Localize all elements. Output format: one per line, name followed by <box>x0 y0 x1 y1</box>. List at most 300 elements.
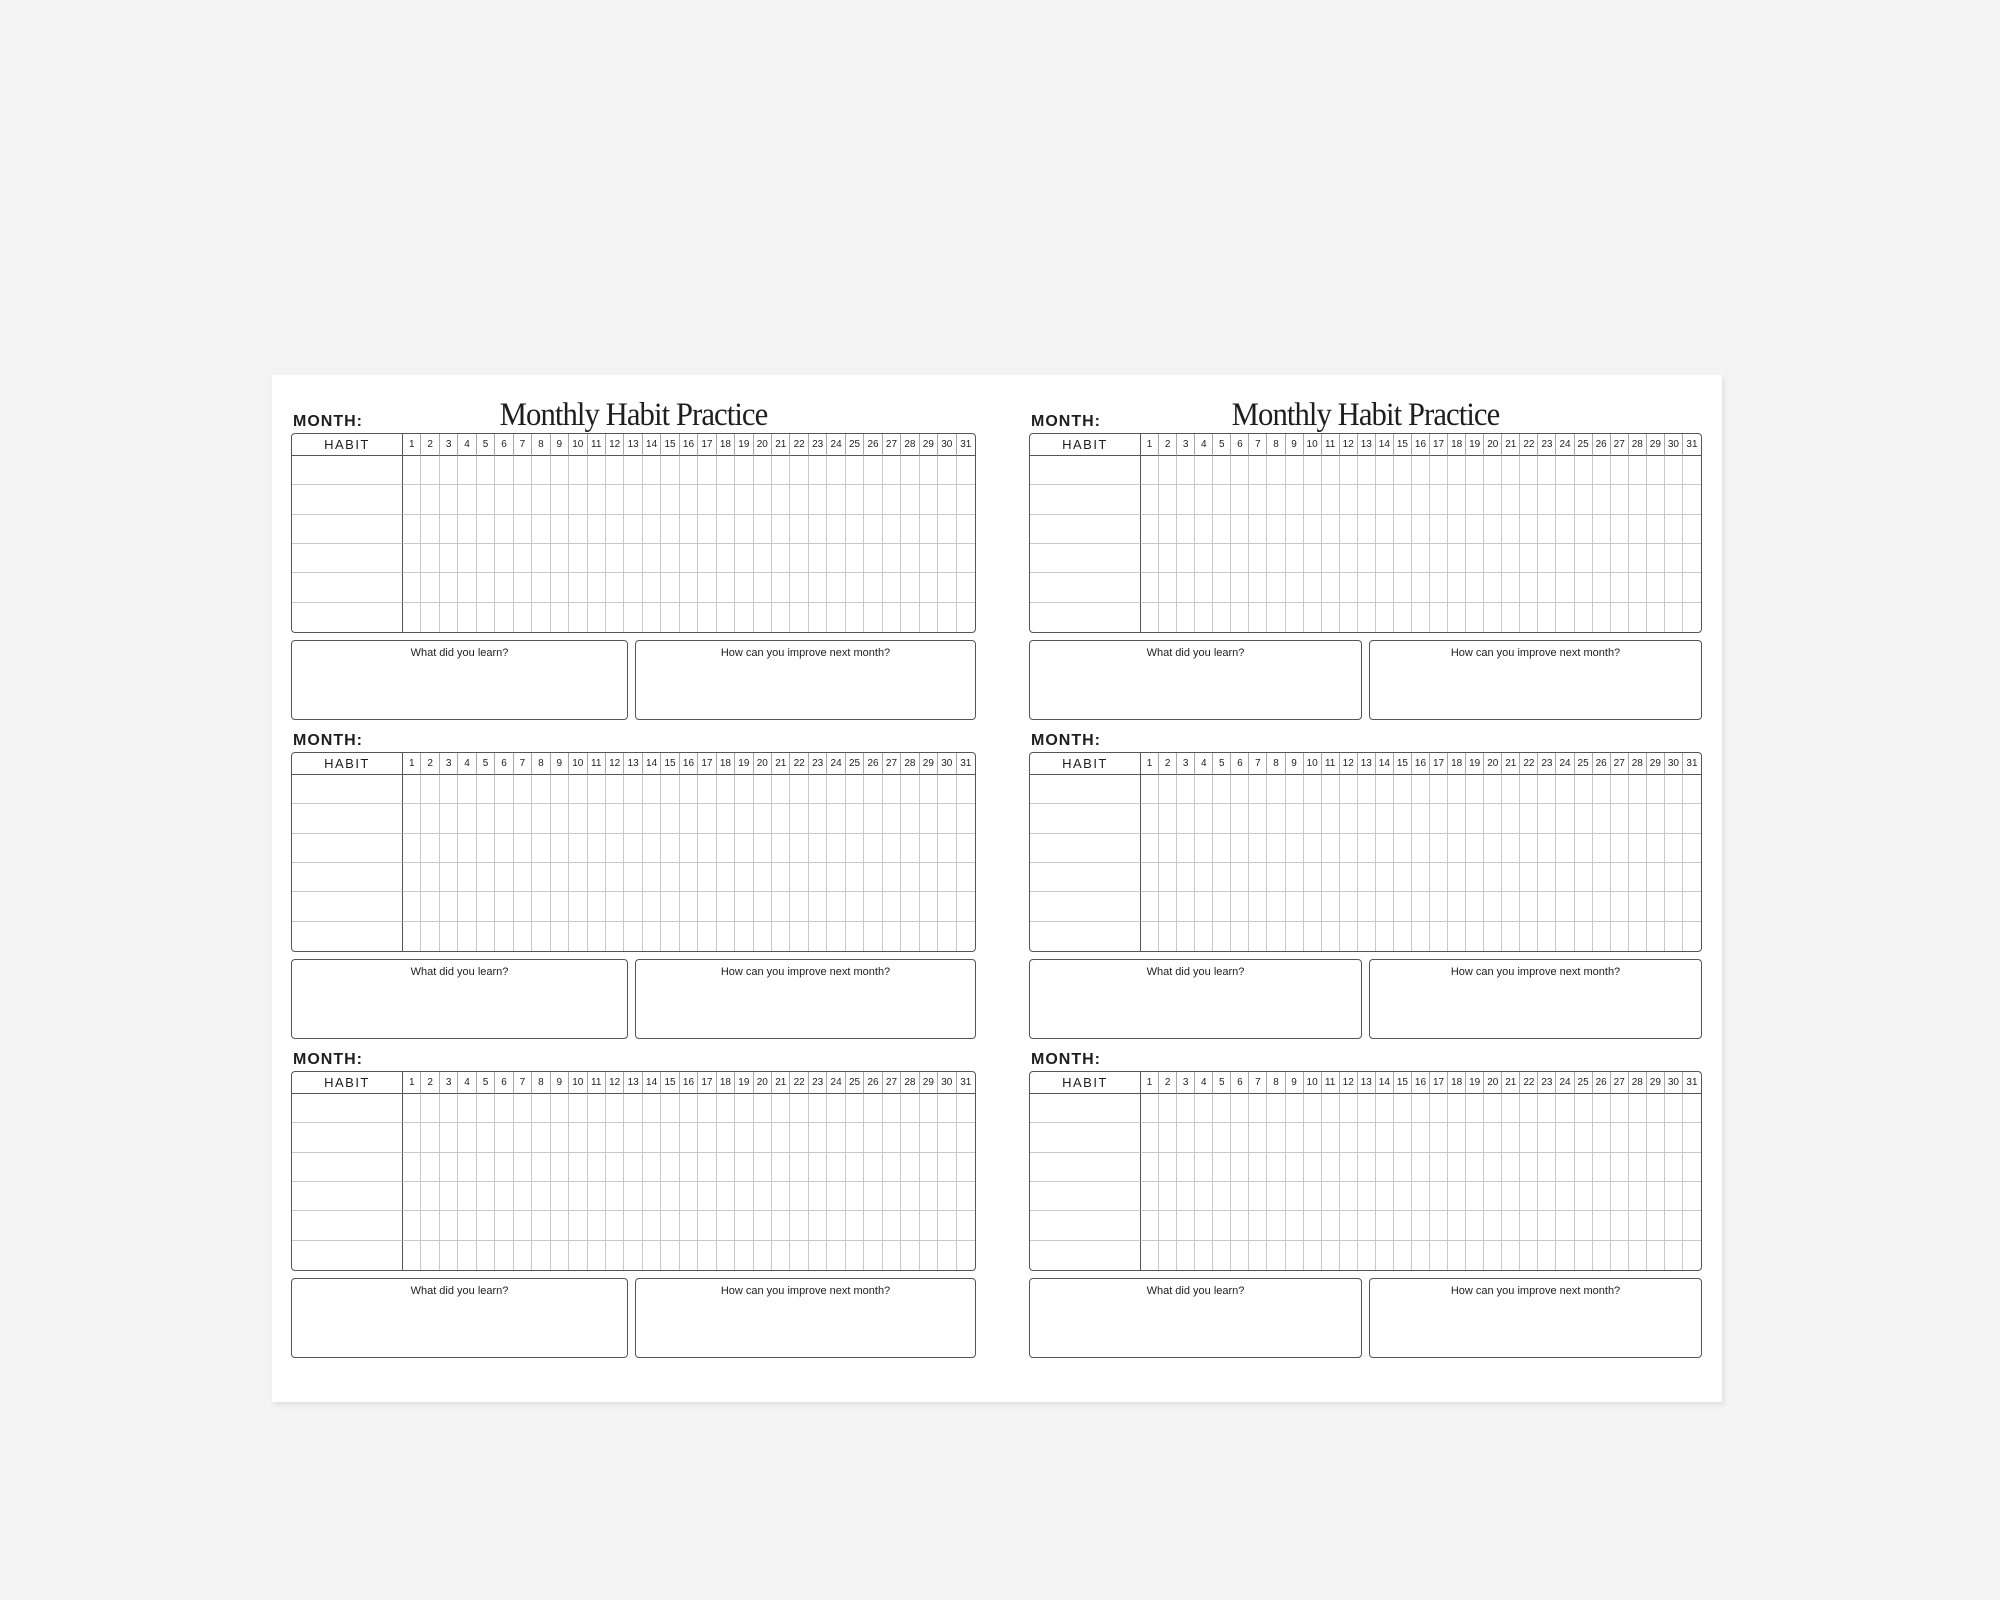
day-check-cell[interactable] <box>1304 834 1322 863</box>
day-check-cell[interactable] <box>514 1153 532 1182</box>
learn-note-box[interactable]: What did you learn? <box>291 1278 628 1358</box>
improve-note-box[interactable]: How can you improve next month? <box>1369 640 1702 720</box>
day-check-cell[interactable] <box>421 775 439 804</box>
day-check-cell[interactable] <box>643 922 661 951</box>
day-check-cell[interactable] <box>1520 573 1538 602</box>
habit-name-cell[interactable] <box>292 1123 403 1152</box>
day-check-cell[interactable] <box>1484 485 1502 514</box>
day-check-cell[interactable] <box>1430 863 1448 892</box>
day-check-cell[interactable] <box>827 456 845 485</box>
day-check-cell[interactable] <box>1304 1211 1322 1240</box>
day-check-cell[interactable] <box>846 573 864 602</box>
day-check-cell[interactable] <box>1665 544 1683 573</box>
day-check-cell[interactable] <box>1394 515 1412 544</box>
day-check-cell[interactable] <box>421 922 439 951</box>
day-check-cell[interactable] <box>440 1182 458 1211</box>
day-check-cell[interactable] <box>1484 834 1502 863</box>
day-check-cell[interactable] <box>698 1241 716 1270</box>
day-check-cell[interactable] <box>551 1094 569 1123</box>
day-check-cell[interactable] <box>1593 485 1611 514</box>
day-check-cell[interactable] <box>643 1182 661 1211</box>
day-check-cell[interactable] <box>790 804 808 833</box>
day-check-cell[interactable] <box>754 892 772 921</box>
day-check-cell[interactable] <box>1322 485 1340 514</box>
day-check-cell[interactable] <box>1538 922 1556 951</box>
day-check-cell[interactable] <box>827 1153 845 1182</box>
day-check-cell[interactable] <box>1665 573 1683 602</box>
day-check-cell[interactable] <box>883 515 901 544</box>
day-check-cell[interactable] <box>883 544 901 573</box>
day-check-cell[interactable] <box>643 1123 661 1152</box>
day-check-cell[interactable] <box>1286 603 1304 632</box>
day-check-cell[interactable] <box>1177 544 1195 573</box>
day-check-cell[interactable] <box>680 485 698 514</box>
day-check-cell[interactable] <box>717 1153 735 1182</box>
day-check-cell[interactable] <box>1502 485 1520 514</box>
day-check-cell[interactable] <box>790 573 808 602</box>
day-check-cell[interactable] <box>920 863 938 892</box>
habit-name-cell[interactable] <box>292 1182 403 1211</box>
day-check-cell[interactable] <box>1376 573 1394 602</box>
day-check-cell[interactable] <box>1322 456 1340 485</box>
day-check-cell[interactable] <box>864 1153 882 1182</box>
day-check-cell[interactable] <box>901 863 919 892</box>
day-check-cell[interactable] <box>1556 1123 1574 1152</box>
day-check-cell[interactable] <box>680 1123 698 1152</box>
day-check-cell[interactable] <box>790 603 808 632</box>
day-check-cell[interactable] <box>551 775 569 804</box>
day-check-cell[interactable] <box>754 456 772 485</box>
day-check-cell[interactable] <box>514 804 532 833</box>
day-check-cell[interactable] <box>809 775 827 804</box>
day-check-cell[interactable] <box>1159 1182 1177 1211</box>
day-check-cell[interactable] <box>1412 1182 1430 1211</box>
day-check-cell[interactable] <box>957 1123 975 1152</box>
day-check-cell[interactable] <box>477 1123 495 1152</box>
day-check-cell[interactable] <box>1683 1241 1701 1270</box>
day-check-cell[interactable] <box>458 863 476 892</box>
day-check-cell[interactable] <box>440 804 458 833</box>
day-check-cell[interactable] <box>1466 892 1484 921</box>
day-check-cell[interactable] <box>957 515 975 544</box>
day-check-cell[interactable] <box>1520 834 1538 863</box>
day-check-cell[interactable] <box>495 834 513 863</box>
day-check-cell[interactable] <box>1267 1153 1285 1182</box>
day-check-cell[interactable] <box>957 1211 975 1240</box>
day-check-cell[interactable] <box>754 1094 772 1123</box>
day-check-cell[interactable] <box>1538 573 1556 602</box>
habit-name-cell[interactable] <box>1030 456 1141 485</box>
day-check-cell[interactable] <box>1448 834 1466 863</box>
day-check-cell[interactable] <box>551 573 569 602</box>
day-check-cell[interactable] <box>1538 544 1556 573</box>
day-check-cell[interactable] <box>403 603 421 632</box>
day-check-cell[interactable] <box>846 544 864 573</box>
day-check-cell[interactable] <box>901 804 919 833</box>
day-check-cell[interactable] <box>495 573 513 602</box>
day-check-cell[interactable] <box>883 573 901 602</box>
day-check-cell[interactable] <box>1394 456 1412 485</box>
day-check-cell[interactable] <box>827 922 845 951</box>
day-check-cell[interactable] <box>1340 1123 1358 1152</box>
day-check-cell[interactable] <box>1629 863 1647 892</box>
day-check-cell[interactable] <box>1484 892 1502 921</box>
day-check-cell[interactable] <box>1376 1094 1394 1123</box>
day-check-cell[interactable] <box>1556 515 1574 544</box>
day-check-cell[interactable] <box>1286 922 1304 951</box>
day-check-cell[interactable] <box>1520 863 1538 892</box>
day-check-cell[interactable] <box>790 775 808 804</box>
day-check-cell[interactable] <box>1358 922 1376 951</box>
day-check-cell[interactable] <box>1159 892 1177 921</box>
day-check-cell[interactable] <box>1322 892 1340 921</box>
day-check-cell[interactable] <box>1213 1153 1231 1182</box>
day-check-cell[interactable] <box>588 515 606 544</box>
habit-name-cell[interactable] <box>292 544 403 573</box>
day-check-cell[interactable] <box>421 1211 439 1240</box>
day-check-cell[interactable] <box>864 775 882 804</box>
day-check-cell[interactable] <box>827 863 845 892</box>
day-check-cell[interactable] <box>1177 1182 1195 1211</box>
day-check-cell[interactable] <box>1376 515 1394 544</box>
day-check-cell[interactable] <box>1683 1153 1701 1182</box>
day-check-cell[interactable] <box>1394 573 1412 602</box>
day-check-cell[interactable] <box>1177 485 1195 514</box>
day-check-cell[interactable] <box>1448 892 1466 921</box>
day-check-cell[interactable] <box>606 1153 624 1182</box>
day-check-cell[interactable] <box>1394 1211 1412 1240</box>
day-check-cell[interactable] <box>1159 544 1177 573</box>
day-check-cell[interactable] <box>1412 456 1430 485</box>
day-check-cell[interactable] <box>1286 834 1304 863</box>
day-check-cell[interactable] <box>1520 603 1538 632</box>
day-check-cell[interactable] <box>1141 544 1159 573</box>
day-check-cell[interactable] <box>864 456 882 485</box>
day-check-cell[interactable] <box>1520 1182 1538 1211</box>
day-check-cell[interactable] <box>754 922 772 951</box>
day-check-cell[interactable] <box>717 892 735 921</box>
day-check-cell[interactable] <box>1249 834 1267 863</box>
day-check-cell[interactable] <box>735 892 753 921</box>
day-check-cell[interactable] <box>514 922 532 951</box>
day-check-cell[interactable] <box>1412 515 1430 544</box>
day-check-cell[interactable] <box>1520 804 1538 833</box>
day-check-cell[interactable] <box>1484 1241 1502 1270</box>
day-check-cell[interactable] <box>717 1241 735 1270</box>
day-check-cell[interactable] <box>1611 1241 1629 1270</box>
day-check-cell[interactable] <box>532 1094 550 1123</box>
day-check-cell[interactable] <box>1448 922 1466 951</box>
day-check-cell[interactable] <box>901 603 919 632</box>
day-check-cell[interactable] <box>698 775 716 804</box>
day-check-cell[interactable] <box>1177 1094 1195 1123</box>
day-check-cell[interactable] <box>1141 456 1159 485</box>
habit-name-cell[interactable] <box>1030 603 1141 632</box>
day-check-cell[interactable] <box>1141 515 1159 544</box>
day-check-cell[interactable] <box>551 922 569 951</box>
day-check-cell[interactable] <box>883 456 901 485</box>
habit-name-cell[interactable] <box>292 804 403 833</box>
day-check-cell[interactable] <box>1629 485 1647 514</box>
day-check-cell[interactable] <box>901 775 919 804</box>
day-check-cell[interactable] <box>1593 863 1611 892</box>
day-check-cell[interactable] <box>403 456 421 485</box>
day-check-cell[interactable] <box>440 775 458 804</box>
day-check-cell[interactable] <box>1195 892 1213 921</box>
day-check-cell[interactable] <box>1177 515 1195 544</box>
day-check-cell[interactable] <box>735 456 753 485</box>
day-check-cell[interactable] <box>477 1094 495 1123</box>
day-check-cell[interactable] <box>1177 456 1195 485</box>
day-check-cell[interactable] <box>846 1153 864 1182</box>
day-check-cell[interactable] <box>1430 775 1448 804</box>
day-check-cell[interactable] <box>624 1123 642 1152</box>
day-check-cell[interactable] <box>864 1123 882 1152</box>
day-check-cell[interactable] <box>1448 1123 1466 1152</box>
day-check-cell[interactable] <box>1502 863 1520 892</box>
day-check-cell[interactable] <box>458 922 476 951</box>
day-check-cell[interactable] <box>772 485 790 514</box>
day-check-cell[interactable] <box>809 922 827 951</box>
habit-name-cell[interactable] <box>292 603 403 632</box>
day-check-cell[interactable] <box>1502 456 1520 485</box>
day-check-cell[interactable] <box>938 922 956 951</box>
improve-note-box[interactable]: How can you improve next month? <box>1369 1278 1702 1358</box>
day-check-cell[interactable] <box>827 775 845 804</box>
day-check-cell[interactable] <box>772 456 790 485</box>
day-check-cell[interactable] <box>717 922 735 951</box>
day-check-cell[interactable] <box>421 863 439 892</box>
day-check-cell[interactable] <box>458 1211 476 1240</box>
day-check-cell[interactable] <box>1683 573 1701 602</box>
day-check-cell[interactable] <box>735 573 753 602</box>
day-check-cell[interactable] <box>1520 1094 1538 1123</box>
day-check-cell[interactable] <box>1213 804 1231 833</box>
day-check-cell[interactable] <box>1502 1211 1520 1240</box>
day-check-cell[interactable] <box>606 573 624 602</box>
day-check-cell[interactable] <box>1448 456 1466 485</box>
day-check-cell[interactable] <box>440 515 458 544</box>
day-check-cell[interactable] <box>458 1182 476 1211</box>
day-check-cell[interactable] <box>1322 1123 1340 1152</box>
day-check-cell[interactable] <box>1593 892 1611 921</box>
day-check-cell[interactable] <box>1358 863 1376 892</box>
day-check-cell[interactable] <box>864 834 882 863</box>
day-check-cell[interactable] <box>1683 1094 1701 1123</box>
day-check-cell[interactable] <box>809 515 827 544</box>
day-check-cell[interactable] <box>809 863 827 892</box>
day-check-cell[interactable] <box>1141 1182 1159 1211</box>
day-check-cell[interactable] <box>1304 515 1322 544</box>
day-check-cell[interactable] <box>1177 804 1195 833</box>
day-check-cell[interactable] <box>1520 485 1538 514</box>
day-check-cell[interactable] <box>1520 544 1538 573</box>
day-check-cell[interactable] <box>1231 863 1249 892</box>
day-check-cell[interactable] <box>1231 1153 1249 1182</box>
day-check-cell[interactable] <box>569 775 587 804</box>
day-check-cell[interactable] <box>1520 1123 1538 1152</box>
day-check-cell[interactable] <box>1683 456 1701 485</box>
day-check-cell[interactable] <box>717 515 735 544</box>
day-check-cell[interactable] <box>1177 834 1195 863</box>
day-check-cell[interactable] <box>551 603 569 632</box>
day-check-cell[interactable] <box>1141 863 1159 892</box>
day-check-cell[interactable] <box>1647 1153 1665 1182</box>
day-check-cell[interactable] <box>1159 485 1177 514</box>
day-check-cell[interactable] <box>421 456 439 485</box>
day-check-cell[interactable] <box>1159 603 1177 632</box>
day-check-cell[interactable] <box>1376 863 1394 892</box>
habit-name-cell[interactable] <box>1030 485 1141 514</box>
day-check-cell[interactable] <box>606 544 624 573</box>
day-check-cell[interactable] <box>809 456 827 485</box>
day-check-cell[interactable] <box>920 1211 938 1240</box>
day-check-cell[interactable] <box>1213 1094 1231 1123</box>
day-check-cell[interactable] <box>514 1123 532 1152</box>
day-check-cell[interactable] <box>1502 1094 1520 1123</box>
day-check-cell[interactable] <box>495 775 513 804</box>
day-check-cell[interactable] <box>1683 515 1701 544</box>
day-check-cell[interactable] <box>624 485 642 514</box>
day-check-cell[interactable] <box>1358 573 1376 602</box>
day-check-cell[interactable] <box>1520 1153 1538 1182</box>
day-check-cell[interactable] <box>403 1182 421 1211</box>
day-check-cell[interactable] <box>883 1094 901 1123</box>
day-check-cell[interactable] <box>1575 892 1593 921</box>
day-check-cell[interactable] <box>846 863 864 892</box>
day-check-cell[interactable] <box>588 1211 606 1240</box>
day-check-cell[interactable] <box>1502 1241 1520 1270</box>
day-check-cell[interactable] <box>1502 573 1520 602</box>
day-check-cell[interactable] <box>1611 804 1629 833</box>
day-check-cell[interactable] <box>458 892 476 921</box>
day-check-cell[interactable] <box>1556 485 1574 514</box>
day-check-cell[interactable] <box>551 834 569 863</box>
day-check-cell[interactable] <box>717 834 735 863</box>
day-check-cell[interactable] <box>1629 1211 1647 1240</box>
day-check-cell[interactable] <box>661 573 679 602</box>
day-check-cell[interactable] <box>403 775 421 804</box>
habit-name-cell[interactable] <box>292 834 403 863</box>
day-check-cell[interactable] <box>938 804 956 833</box>
day-check-cell[interactable] <box>1412 544 1430 573</box>
day-check-cell[interactable] <box>1448 573 1466 602</box>
day-check-cell[interactable] <box>1249 603 1267 632</box>
day-check-cell[interactable] <box>1502 544 1520 573</box>
day-check-cell[interactable] <box>790 1153 808 1182</box>
day-check-cell[interactable] <box>735 922 753 951</box>
day-check-cell[interactable] <box>1647 775 1665 804</box>
day-check-cell[interactable] <box>403 1153 421 1182</box>
day-check-cell[interactable] <box>680 456 698 485</box>
day-check-cell[interactable] <box>717 1094 735 1123</box>
day-check-cell[interactable] <box>1340 456 1358 485</box>
day-check-cell[interactable] <box>1430 1211 1448 1240</box>
day-check-cell[interactable] <box>458 1094 476 1123</box>
day-check-cell[interactable] <box>1484 1153 1502 1182</box>
day-check-cell[interactable] <box>1538 863 1556 892</box>
day-check-cell[interactable] <box>1412 892 1430 921</box>
day-check-cell[interactable] <box>754 863 772 892</box>
day-check-cell[interactable] <box>624 1094 642 1123</box>
day-check-cell[interactable] <box>495 1153 513 1182</box>
day-check-cell[interactable] <box>588 892 606 921</box>
day-check-cell[interactable] <box>883 863 901 892</box>
day-check-cell[interactable] <box>1394 603 1412 632</box>
day-check-cell[interactable] <box>901 456 919 485</box>
day-check-cell[interactable] <box>643 603 661 632</box>
day-check-cell[interactable] <box>1611 1123 1629 1152</box>
day-check-cell[interactable] <box>458 804 476 833</box>
day-check-cell[interactable] <box>827 544 845 573</box>
day-check-cell[interactable] <box>1141 775 1159 804</box>
day-check-cell[interactable] <box>1484 544 1502 573</box>
day-check-cell[interactable] <box>809 1241 827 1270</box>
day-check-cell[interactable] <box>1611 573 1629 602</box>
day-check-cell[interactable] <box>864 1211 882 1240</box>
day-check-cell[interactable] <box>606 1241 624 1270</box>
day-check-cell[interactable] <box>661 1211 679 1240</box>
day-check-cell[interactable] <box>864 863 882 892</box>
day-check-cell[interactable] <box>421 573 439 602</box>
learn-note-box[interactable]: What did you learn? <box>291 640 628 720</box>
day-check-cell[interactable] <box>1159 1123 1177 1152</box>
habit-name-cell[interactable] <box>292 1153 403 1182</box>
day-check-cell[interactable] <box>532 515 550 544</box>
day-check-cell[interactable] <box>920 1182 938 1211</box>
day-check-cell[interactable] <box>827 1123 845 1152</box>
day-check-cell[interactable] <box>1376 804 1394 833</box>
day-check-cell[interactable] <box>1430 456 1448 485</box>
day-check-cell[interactable] <box>1466 1241 1484 1270</box>
day-check-cell[interactable] <box>440 1241 458 1270</box>
day-check-cell[interactable] <box>1665 1123 1683 1152</box>
day-check-cell[interactable] <box>1231 573 1249 602</box>
day-check-cell[interactable] <box>1412 834 1430 863</box>
day-check-cell[interactable] <box>1141 922 1159 951</box>
day-check-cell[interactable] <box>1665 456 1683 485</box>
day-check-cell[interactable] <box>624 544 642 573</box>
day-check-cell[interactable] <box>1611 834 1629 863</box>
day-check-cell[interactable] <box>827 573 845 602</box>
day-check-cell[interactable] <box>643 1211 661 1240</box>
day-check-cell[interactable] <box>606 603 624 632</box>
day-check-cell[interactable] <box>403 922 421 951</box>
day-check-cell[interactable] <box>1286 1123 1304 1152</box>
day-check-cell[interactable] <box>495 1211 513 1240</box>
day-check-cell[interactable] <box>458 834 476 863</box>
day-check-cell[interactable] <box>495 515 513 544</box>
day-check-cell[interactable] <box>1448 544 1466 573</box>
day-check-cell[interactable] <box>1665 804 1683 833</box>
day-check-cell[interactable] <box>1629 456 1647 485</box>
day-check-cell[interactable] <box>957 1182 975 1211</box>
day-check-cell[interactable] <box>1412 603 1430 632</box>
day-check-cell[interactable] <box>1575 1153 1593 1182</box>
day-check-cell[interactable] <box>1195 1241 1213 1270</box>
day-check-cell[interactable] <box>1665 834 1683 863</box>
day-check-cell[interactable] <box>421 1094 439 1123</box>
day-check-cell[interactable] <box>827 515 845 544</box>
day-check-cell[interactable] <box>1358 1182 1376 1211</box>
day-check-cell[interactable] <box>957 485 975 514</box>
day-check-cell[interactable] <box>772 1182 790 1211</box>
day-check-cell[interactable] <box>772 1153 790 1182</box>
day-check-cell[interactable] <box>1376 456 1394 485</box>
day-check-cell[interactable] <box>588 922 606 951</box>
day-check-cell[interactable] <box>772 892 790 921</box>
day-check-cell[interactable] <box>514 1094 532 1123</box>
